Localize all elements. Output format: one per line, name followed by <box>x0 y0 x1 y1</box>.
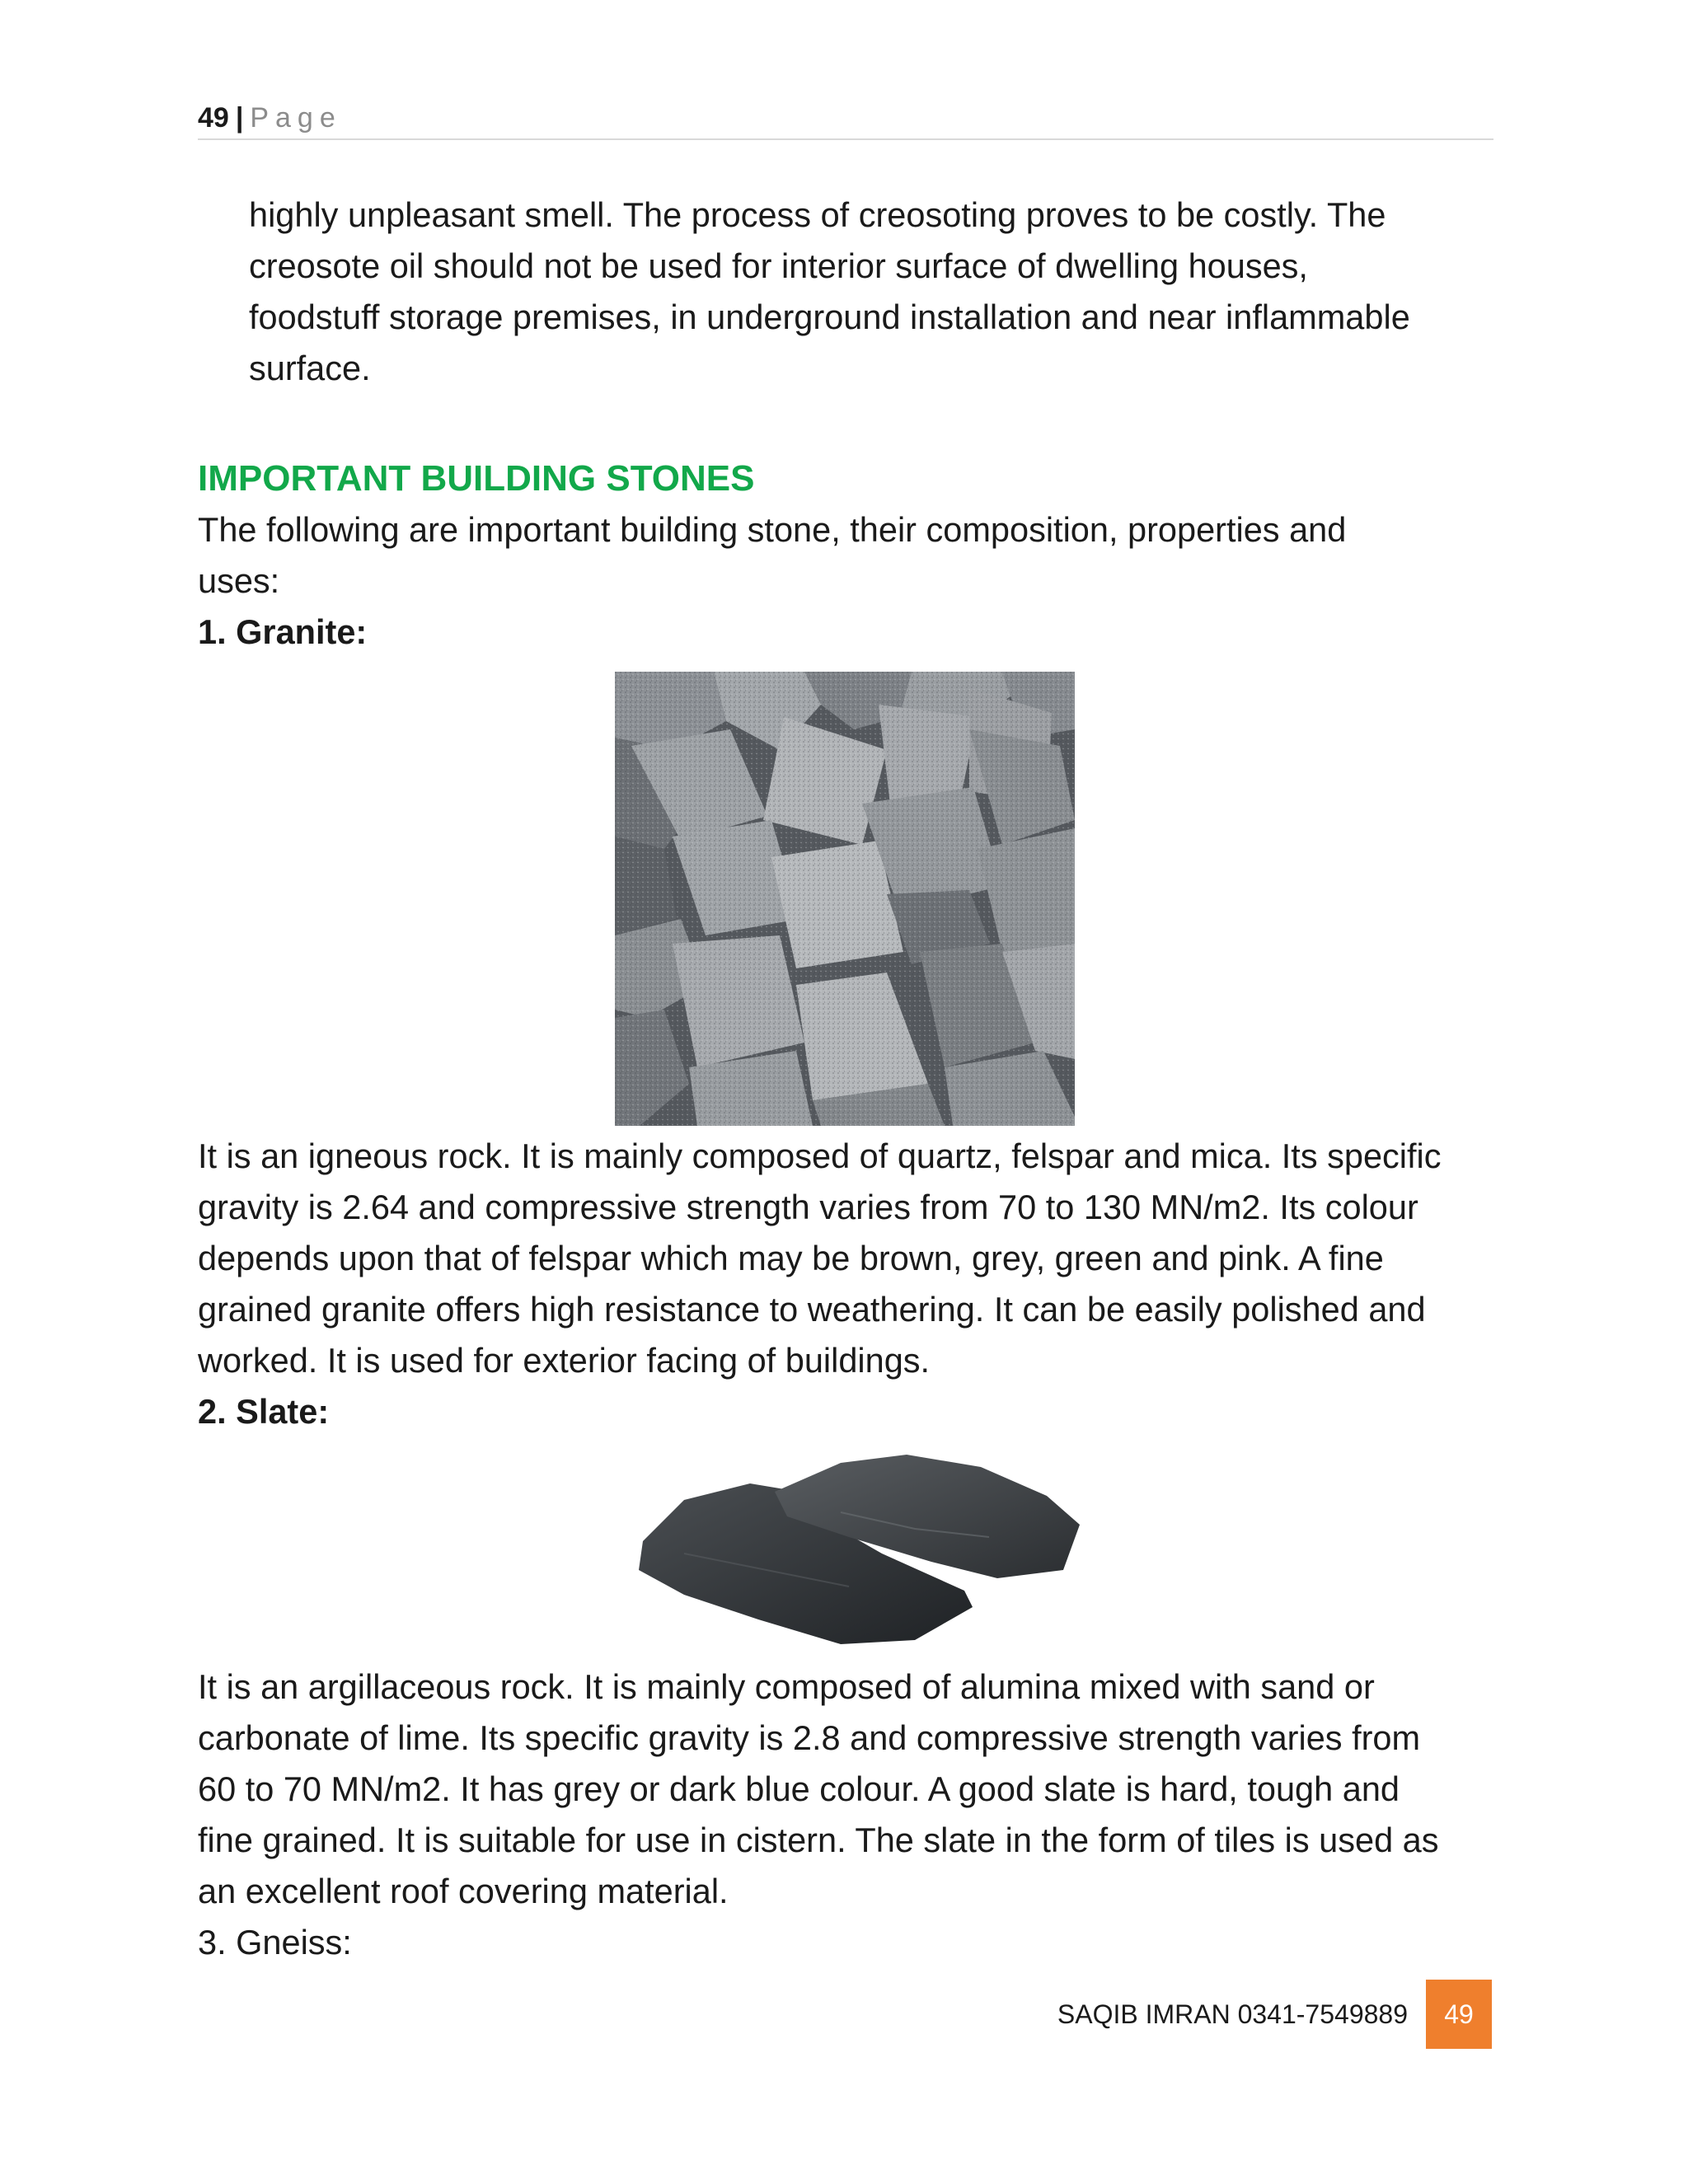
granite-line: worked. It is used for exterior facing of buildings. <box>198 1341 931 1380</box>
granite-line: grained granite offers high resistance to weathering. It can be easily polished and <box>198 1290 1426 1329</box>
section-intro-line: uses: <box>198 561 280 600</box>
section-intro-line: The following are important building stone, their composition, properties and <box>198 510 1347 549</box>
intro-line: foodstuff storage premises, in underground installation and near inflammable <box>249 298 1410 336</box>
slate-line: fine grained. It is suitable for use in cistern. The slate in the form of tiles is used as <box>198 1821 1439 1859</box>
footer-author: SAQIB IMRAN 0341-7549889 <box>1057 1999 1408 2029</box>
section-intro <box>198 504 1500 607</box>
slate-description <box>198 1661 1500 1968</box>
granite-line: depends upon that of felspar which may be brown, grey, green and pink. A fine <box>198 1239 1384 1277</box>
slate-line: 60 to 70 MN/m2. It has grey or dark blue colour. A good slate is hard, tough and <box>198 1769 1400 1808</box>
page-body <box>198 190 1500 658</box>
intro-line: creosote oil should not be used for interior surface of dwelling houses, <box>249 246 1308 285</box>
slate-line: It is an argillaceous rock. It is mainly composed of alumina mixed with sand or <box>198 1667 1375 1706</box>
slate-heading: 2. Slate: <box>198 1392 330 1431</box>
section-title: IMPORTANT BUILDING STONES <box>198 458 755 499</box>
intro-line: highly unpleasant smell. The process of creosoting proves to be costly. The <box>249 195 1386 234</box>
granite-image <box>615 672 1075 1126</box>
page-footer <box>1047 1980 1492 2049</box>
granite-description <box>198 1131 1500 1437</box>
slate-line: carbonate of lime. Its specific gravity is 2.8 and compressive strength varies from <box>198 1718 1421 1757</box>
granite-line: gravity is 2.64 and compressive strength varies from 70 to 130 MN/m2. Its colour <box>198 1188 1418 1226</box>
intro-line: surface. <box>249 349 371 387</box>
header-separator: | <box>235 102 244 134</box>
granite-line: It is an igneous rock. It is mainly composed of quartz, felspar and mica. Its specific <box>198 1137 1442 1175</box>
intro-paragraph <box>249 190 1500 394</box>
granite-heading: 1. Granite: <box>198 612 368 651</box>
slate-line: an excellent roof covering material. <box>198 1872 729 1910</box>
footer-page-box: 49 <box>1426 1980 1492 2049</box>
page-header <box>198 97 1493 140</box>
header-page-word: Page <box>250 102 342 134</box>
gneiss-heading: 3. Gneiss: <box>198 1923 352 1961</box>
header-page-number: 49 <box>198 102 229 134</box>
slate-image <box>635 1446 1080 1652</box>
